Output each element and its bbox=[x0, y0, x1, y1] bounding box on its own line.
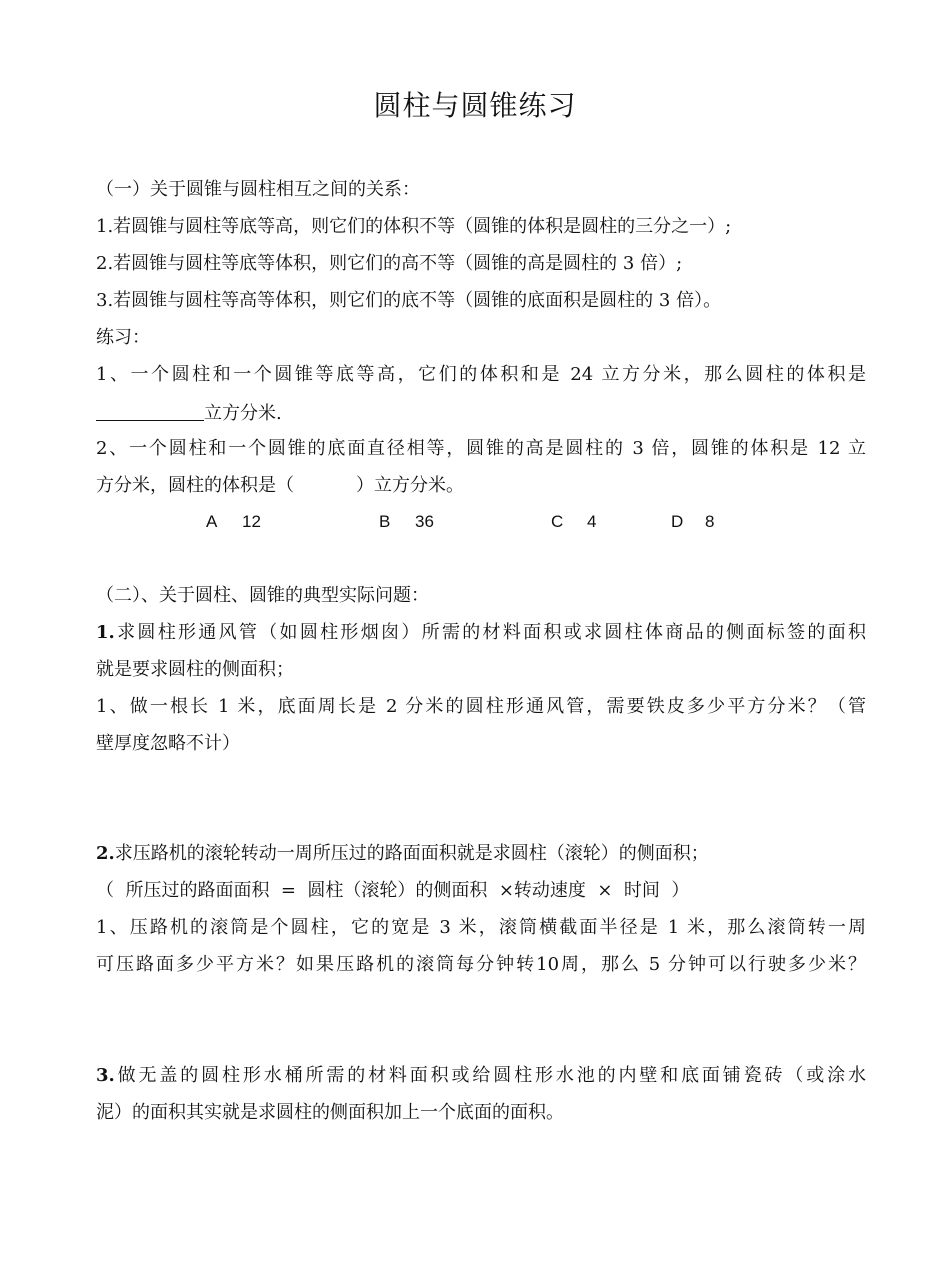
question-2-suffix: ）立方分米。 bbox=[356, 475, 464, 496]
item-1-question-line-2: 壁厚度忽略不计） bbox=[96, 733, 240, 754]
option-b bbox=[379, 510, 434, 534]
rule-1: 1.若圆锥与圆柱等底等高，则它们的体积不等（圆锥的体积是圆柱的三分之一）; bbox=[96, 216, 732, 237]
answer-blank[interactable] bbox=[96, 400, 204, 421]
item-1-text: 求圆柱形通风管（如圆柱形烟囱）所需的材料面积或求圆柱体商品的侧面标签的面积 bbox=[114, 622, 866, 643]
option-value: 8 bbox=[705, 512, 715, 531]
question-2-line-1: 2、一个圆柱和一个圆锥的底面直径相等，圆锥的高是圆柱的 3 倍，圆锥的体积是 12 立 bbox=[96, 438, 866, 459]
item-2-number: 2. bbox=[96, 843, 115, 864]
question-1-unit: 立方分米. bbox=[204, 403, 282, 424]
item-2-formula: （ 所压过的路面面积 = 圆柱（滚轮）的侧面积 ×转动速度 × 时间 ） bbox=[96, 880, 690, 901]
item-2-question-line-2: 可压路面多少平方米？如果压路机的滚筒每分钟转10周，那么 5 分钟可以行驶多少米？ bbox=[96, 954, 866, 975]
practice-label: 练习： bbox=[96, 327, 150, 348]
item-2-text: 求压路机的滚轮转动一周所压过的路面面积就是求圆柱（滚轮）的侧面积； bbox=[114, 843, 709, 864]
option-a bbox=[206, 510, 261, 534]
item-3-number: 3. bbox=[96, 1065, 115, 1086]
page-title: 圆柱与圆锥练习 bbox=[373, 89, 577, 122]
option-c bbox=[551, 510, 596, 534]
item-3-line-1 bbox=[96, 1064, 866, 1088]
question-1-line-1: 1、一个圆柱和一个圆锥等底等高，它们的体积和是 24 立方分米，那么圆柱的体积是 bbox=[96, 364, 866, 385]
question-2-line-2 bbox=[96, 474, 866, 498]
item-2-question-line-1: 1、压路机的滚筒是个圆柱，它的宽是 3 米，滚筒横截面半径是 1 米，那么滚筒转一周 bbox=[96, 917, 866, 938]
option-letter: A bbox=[206, 512, 218, 531]
rule-3: 3.若圆锥与圆柱等高等体积，则它们的底不等（圆锥的底面积是圆柱的 3 倍）。 bbox=[96, 290, 722, 311]
item-1-question-line-1: 1、做一根长 1 米，底面周长是 2 分米的圆柱形通风管，需要铁皮多少平方分米？（管 bbox=[96, 696, 866, 717]
section2-heading: （二）、关于圆柱、圆锥的典型实际问题： bbox=[96, 585, 429, 606]
item-1-line-1 bbox=[96, 621, 866, 645]
option-letter: C bbox=[551, 512, 564, 531]
option-value: 36 bbox=[415, 512, 434, 531]
item-1-line-2: 就是要求圆柱的侧面积； bbox=[96, 659, 294, 680]
item-1-number: 1. bbox=[96, 622, 115, 643]
rule-2: 2.若圆锥与圆柱等底等体积，则它们的高不等（圆锥的高是圆柱的 3 倍）; bbox=[96, 253, 683, 274]
option-d bbox=[671, 510, 714, 534]
question-2-prefix: 方分米，圆柱的体积是（ bbox=[96, 475, 294, 496]
option-value: 4 bbox=[587, 512, 597, 531]
item-3-line-2: 泥）的面积其实就是求圆柱的侧面积加上一个底面的面积。 bbox=[96, 1102, 564, 1123]
option-letter: D bbox=[671, 512, 684, 531]
item-2-line-1 bbox=[96, 842, 866, 866]
option-value: 12 bbox=[242, 512, 261, 531]
section1-heading: （一）关于圆锥与圆柱相互之间的关系： bbox=[96, 179, 420, 200]
option-letter: B bbox=[379, 512, 391, 531]
question-1-line-2 bbox=[96, 400, 866, 426]
item-3-text: 做无盖的圆柱形水桶所需的材料面积或给圆柱形水池的内壁和底面铺瓷砖（或涂水 bbox=[114, 1065, 866, 1086]
